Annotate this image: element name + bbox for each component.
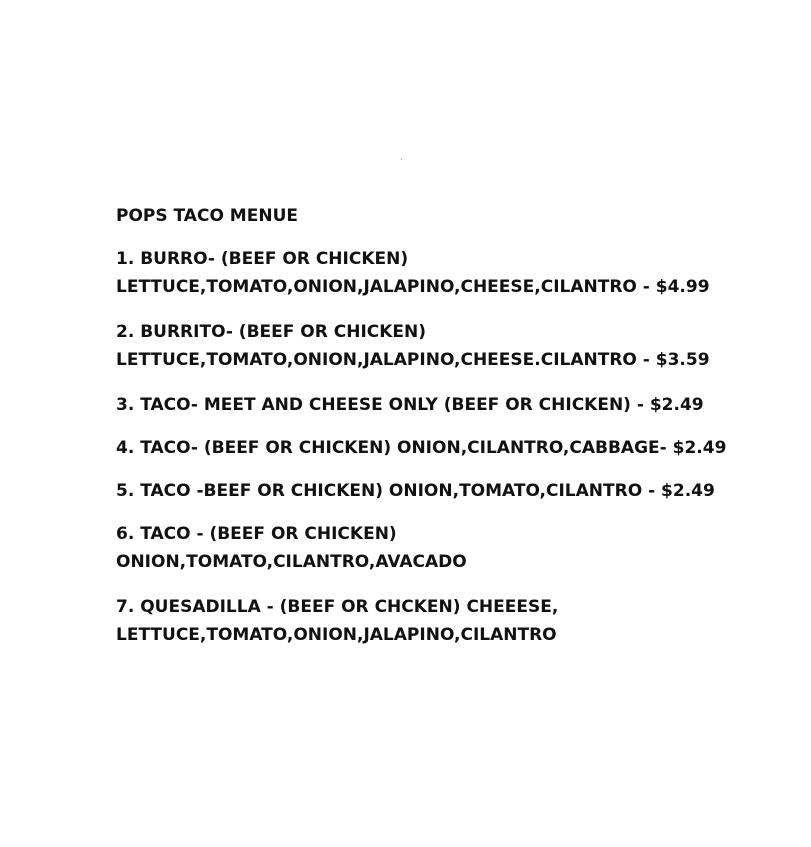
menu-item-4-heading: 4. TACO- (BEEF OR CHICKEN) ONION,CILANTRO,CABBAGE- $2.49 [116,438,727,458]
menu-item-5-heading: 5. TACO -BEEF OR CHICKEN) ONION,TOMATO,CILANTRO - $2.49 [116,481,715,501]
menu-item-7 [116,594,776,650]
menu-item-1-details: LETTUCE,TOMATO,ONION,JALAPINO,CHEESE,CILANTRO - $4.99 [116,277,710,297]
menu-item-6-details: ONION,TOMATO,CILANTRO,AVACADO [116,552,467,572]
menu-item-1-heading: 1. BURRO- (BEEF OR CHICKEN) [116,249,409,269]
menu-item-7-details: LETTUCE,TOMATO,ONION,JALAPINO,CILANTRO [116,625,557,645]
menu-item-4 [116,435,776,461]
menu-item-2 [116,319,776,375]
menu-item-1 [116,246,776,302]
menu-item-5 [116,478,776,504]
menu-list [116,203,776,667]
menu-item-2-details: LETTUCE,TOMATO,ONION,JALAPINO,CHEESE.CILANTRO - $3.59 [116,350,710,370]
menu-title: POPS TACO MENUE [116,206,298,226]
menu-item-6 [116,521,776,577]
menu-item-7-heading: 7. QUESADILLA - (BEEF OR CHCKEN) CHEEESE, [116,597,559,617]
stray-dot [401,159,402,160]
menu-item-2-heading: 2. BURRITO- (BEEF OR CHICKEN) [116,322,427,342]
menu-item-3-heading: 3. TACO- MEET AND CHEESE ONLY (BEEF OR CHICKEN) - $2.49 [116,395,704,415]
menu-item-3 [116,392,776,418]
menu-item-6-heading: 6. TACO - (BEEF OR CHICKEN) [116,524,397,544]
